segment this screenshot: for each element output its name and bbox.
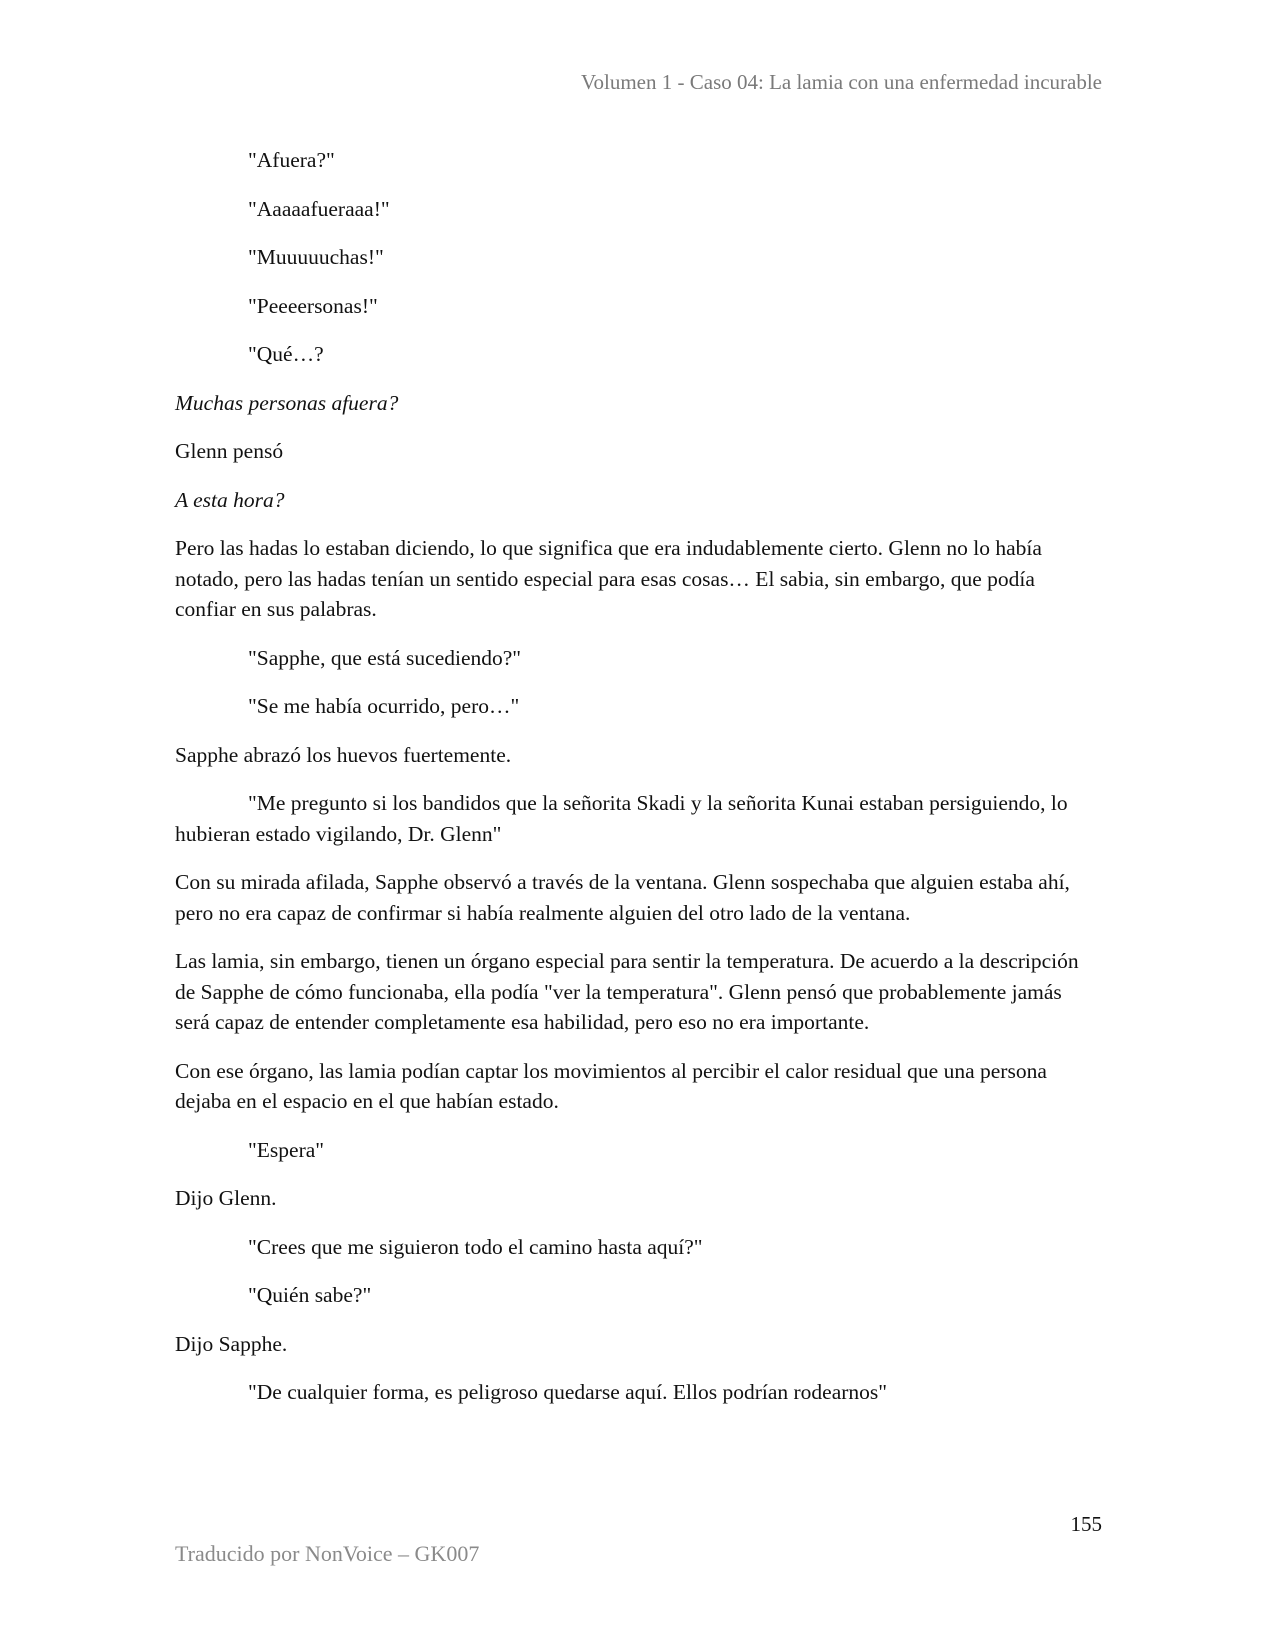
paragraph: Las lamia, sin embargo, tienen un órgano especial para sentir la temperatura. De acuerdo a la descripción de Sapphe de cómo funcionaba, ella podía "ver la temperatura". Glenn pensó que probablemente jamás será capaz de entender completamente esa habilidad, pero eso no era importante. [175,949,1079,1034]
paragraph: "Sapphe, que está sucediendo?" [248,645,522,670]
paragraph: Dijo Glenn. [175,1186,277,1210]
running-header: Volumen 1 - Caso 04: La lamia con una enfermedad incurable [581,70,1102,94]
paragraph: "Muuuuuchas!" [248,245,384,269]
paragraph: "Espera" [248,1137,325,1162]
paragraph: Con su mirada afilada, Sapphe observó a través de la ventana. Glenn sospechaba que alguien estaba ahí, pero no era capaz de confirmar si había realmente alguien del otro lado de la ventana. [175,870,1070,925]
paragraph: "Qué…? [248,342,324,366]
page-number: 155 [1070,1512,1102,1536]
paragraph: "Crees que me siguieron todo el camino hasta aquí?" [248,1234,703,1259]
paragraph: "Afuera?" [248,148,335,172]
translator-credit: Traducido por NonVoice – GK007 [175,1541,480,1566]
paragraph: Sapphe abrazó los huevos fuertemente. [175,742,512,767]
paragraph: Con ese órgano, las lamia podían captar los movimientos al percibir el calor residual que una persona dejaba en el espacio en el que habían estado. [175,1058,1047,1113]
paragraph: "De cualquier forma, es peligroso quedarse aquí. Ellos podrían rodearnos" [248,1380,888,1404]
paragraph: "Quién sabe?" [248,1283,372,1307]
paragraph: Muchas personas afuera? [175,390,399,415]
paragraph: "Aaaaafueraaa!" [248,196,390,221]
paragraph: "Se me había ocurrido, pero…" [248,694,520,718]
paragraph: Pero las hadas lo estaban diciendo, lo que significa que era indudablemente cierto. Glenn no lo había notado, pero las hadas tenían un sentido especial para esas cosas… El sabia, sin embargo, que podía confiar en sus palabras. [175,536,1042,621]
paragraph: "Peeeersonas!" [248,293,378,318]
paragraph: A esta hora? [175,487,285,512]
page-body [175,145,1095,1426]
paragraph: Glenn pensó [175,439,284,463]
paragraph: Dijo Sapphe. [175,1331,288,1356]
paragraph: "Me pregunto si los bandidos que la señorita Skadi y la señorita Kunai estaban persiguiendo, lo hubieran estado vigilando, Dr. Glenn" [175,791,1068,846]
